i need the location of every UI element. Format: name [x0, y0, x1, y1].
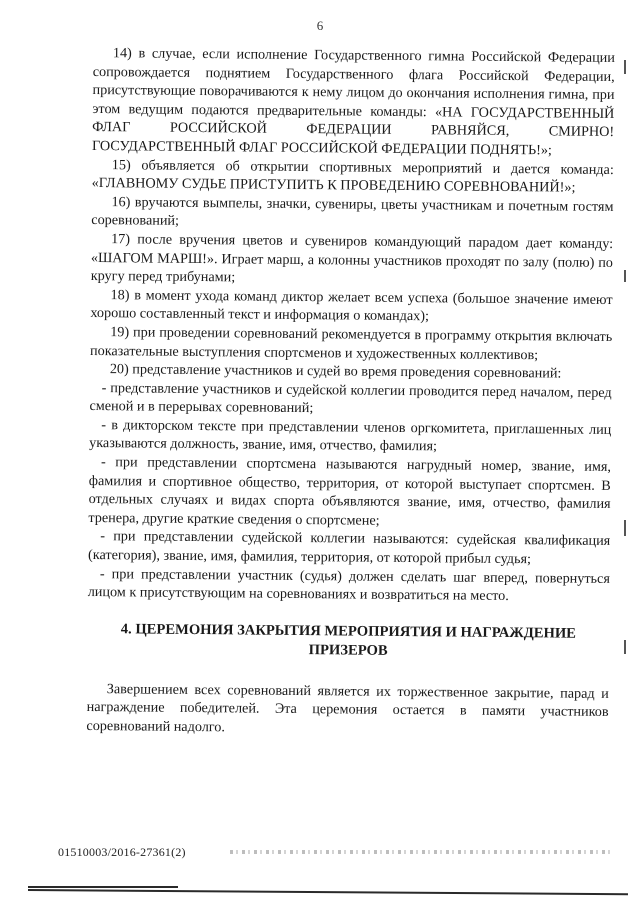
paragraph-item-16: 16) вручаются вымпелы, значки, сувениры, цветы участникам и почетным гостям соревнований;: [91, 193, 614, 230]
paragraph-item-20: 20) представление участников и судей во время проведения соревнований:: [109, 361, 562, 382]
paragraph-item-15: 15) объявляется об открытии спортивных мероприятий и дается команда: «ГЛАВНОМУ СУДЬЕ ПРИСТУПИТЬ К ПРОВЕДЕНИЮ СОРЕВНОВАНИЙ!»;: [91, 156, 614, 196]
scan-edge-mark: [624, 270, 626, 282]
paragraph-item-19: 19) при проведении соревнований рекомендуется в программу открытия включать показательные выступления спортсменов и художественных коллективов;: [89, 324, 613, 363]
document-footer-code: 01510003/2016-27361(2): [58, 845, 186, 859]
dash-item-athlete: - при представлении спортсмена называются нагрудный номер, звание, имя, фамилия и спортивное общество, территория, от которой выступает спортсмен. В отдельных случаях и видах спорта объявляются звание, имя, отчество, фамилия тренера, другие краткие сведения о спортсмене;: [88, 454, 612, 529]
paragraph-item-17: 17) после вручения цветов и сувениров командующий парадом дает команду: «ШАГОМ МАРШ!». Играет марш, а колонны участников проходят по залу (полю) по кругу перед трибунами;: [90, 231, 614, 286]
bottom-rule: [28, 889, 628, 895]
bottom-rule-left: [28, 886, 178, 888]
document-body: [86, 44, 615, 741]
scan-edge-mark: [624, 60, 626, 74]
dash-item-presentation-timing: - представление участников и судейской коллегии проводится перед началом, перед сменой и в перерывах соревнований;: [89, 379, 612, 417]
page-number: 6: [316, 18, 324, 33]
scan-artifact-stripe: [230, 850, 610, 854]
dash-item-judges: - при представлении судейской коллегии называются: судейская квалификация (категория), звание, имя, фамилия, территория, от которой прибыл судья;: [88, 528, 611, 568]
dash-item-orgcommittee: - в дикторском тексте при представлении членов оргкомитета, приглашенных лиц указываются должность, звание, имя, отчество, фамилия;: [89, 416, 612, 455]
paragraph-item-18: 18) в момент ухода команд диктор желает всем успеха (большое значение имеют хорошо составленный текст и информация о командах);: [90, 286, 613, 325]
closing-paragraph: Завершением всех соревнований является их торжественное закрытие, парад и награждение победителей. Эта церемония остается в памяти участников соревнований надолго.: [86, 680, 609, 736]
section-heading: 4. ЦЕРЕМОНИЯ ЗАКРЫТИЯ МЕРОПРИЯТИЯ И НАГРАЖДЕНИЕ ПРИЗЕРОВ: [120, 621, 577, 659]
scan-edge-mark: [624, 640, 626, 654]
dash-item-step-forward: - при представлении участник (судья) должен сделать шаг вперед, повернуться лицом к присутствующим на соревнованиях и возвратиться на место.: [87, 565, 610, 605]
scan-edge-mark: [624, 520, 626, 536]
paragraph-item-14: 14) в случае, если исполнение Государственного гимна Российской Федерации сопровождается поднятием Государственного флага Российской Федерации, присутствующие поворачиваются к нему лицом до окончания исполнения гимна, при этом ведущим подаются предварительные команды: «НА ГОСУДАРСТВЕННЫЙ ФЛАГ РОССИЙСКОЙ ФЕДЕРАЦИИ РАВНЯЙСЯ, СМИРНО! ГОСУДАРСТВЕННЫЙ ФЛАГ РОССИЙСКОЙ ФЕДЕРАЦИИ ПОДНЯТЬ!»;: [91, 45, 615, 159]
